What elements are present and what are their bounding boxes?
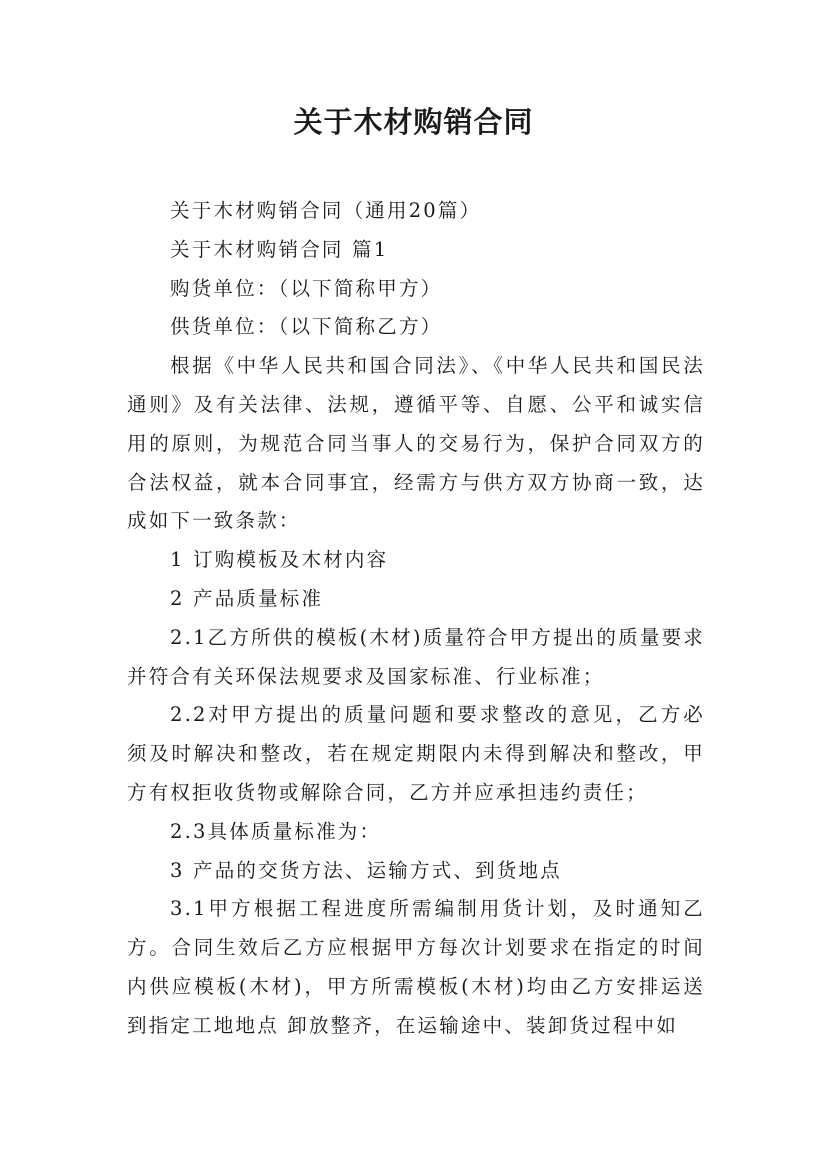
document-title: 关于木材购销合同 (293, 105, 534, 139)
paragraph-preamble: 根据《中华人民共和国合同法》、《中华人民共和国民法通则》及有关法律、法规，遵循平等、自愿、公平和诚实信用的原则，为规范合同当事人的交易行为，保护合同双方的合法权益，就本合同事宜，经需方与供方双方协商一致，达成如下一致条款： (127, 354, 705, 533)
paragraph-clause-2-1: 2.1乙方所供的模板(木材)质量符合甲方提出的质量要求并符合有关环保法规要求及国家标准、行业标准； (127, 625, 705, 688)
paragraph-subtitle: 关于木材购销合同（通用20篇） (170, 199, 482, 222)
paragraph-clause-2-2: 2.2对甲方提出的质量问题和要求整改的意见，乙方必须及时解决和整改，若在规定期限内未得到解决和整改，甲方有权拒收货物或解除合同，乙方并应承担违约责任； (127, 703, 705, 804)
paragraph-supplier: 供货单位：（以下简称乙方） (170, 315, 443, 339)
document-body (127, 192, 705, 1046)
paragraph-clause-3: 3 产品的交货方法、运输方式、到货地点 (170, 858, 562, 882)
paragraph-clause-1: 1 订购模板及木材内容 (170, 548, 389, 572)
paragraph-section-heading: 关于木材购销合同 篇1 (170, 237, 389, 261)
paragraph-clause-3-1: 3.1甲方根据工程进度所需编制用货计划，及时通知乙方。合同生效后乙方应根据甲方每次计划要求在指定的时间内供应模板(木材)，甲方所需模板(木材)均由乙方安排运送到指定工地地点 卸放整齐，在运输途中、装卸货过程中如 (127, 897, 705, 1037)
paragraph-clause-2: 2 产品质量标准 (170, 586, 324, 610)
paragraph-clause-2-3: 2.3具体质量标准为： (170, 819, 382, 843)
paragraph-buyer: 购货单位：（以下简称甲方） (170, 276, 443, 300)
